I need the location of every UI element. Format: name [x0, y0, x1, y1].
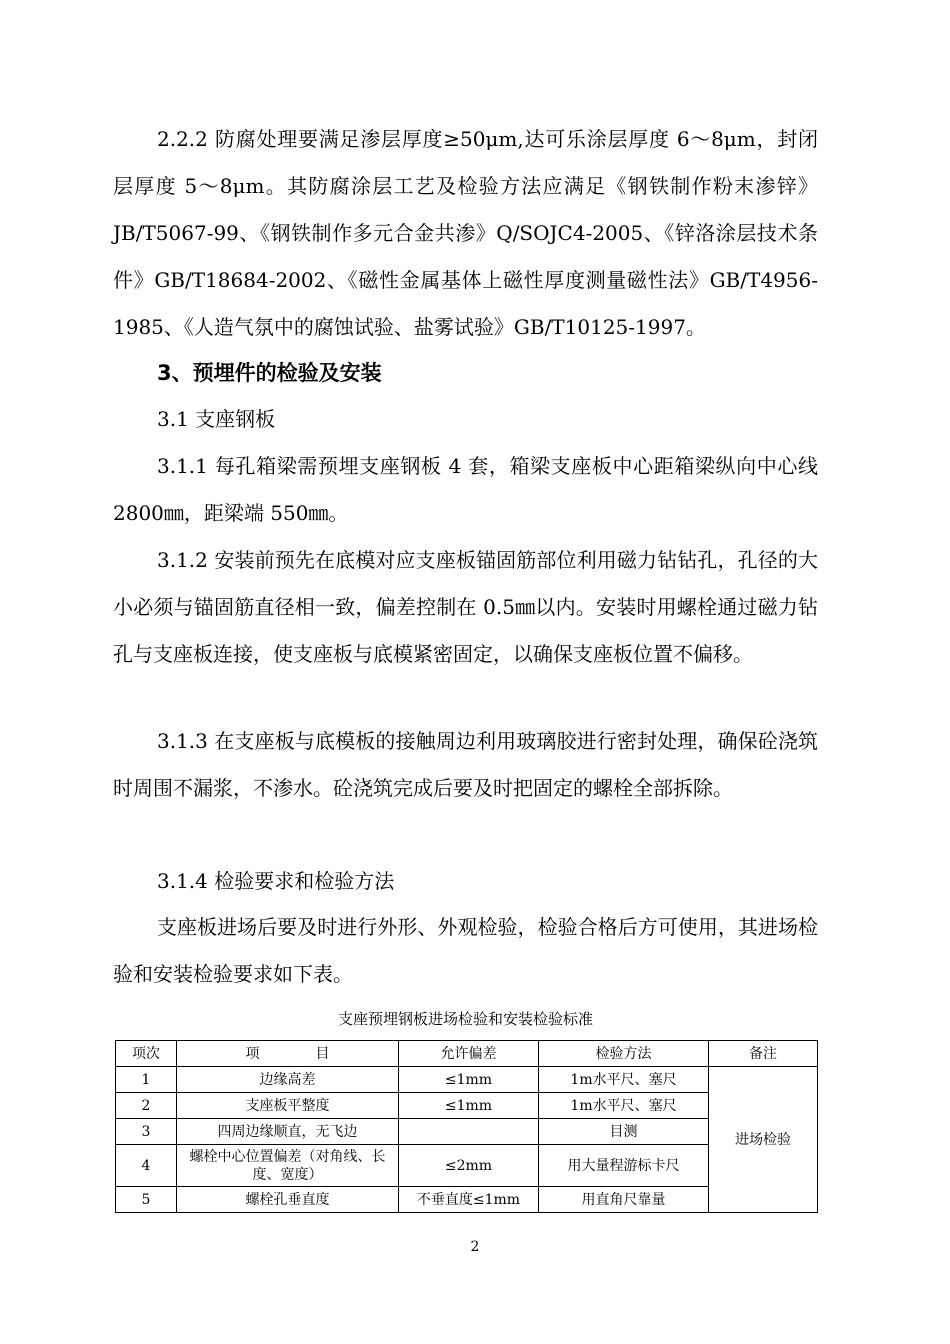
cell-item: 螺栓孔垂直度	[177, 1187, 399, 1213]
cell-tolerance: ≤2mm	[399, 1145, 539, 1187]
paragraph-intro-table: 支座板进场后要及时进行外形、外观检验，检验合格后方可使用，其进场检验和安装检验要求如下表。	[113, 915, 818, 986]
cell-item: 螺栓中心位置偏差（对角线、长度、宽度）	[177, 1145, 399, 1187]
cell-tolerance: ≤1mm	[399, 1067, 539, 1093]
cell-no: 3	[116, 1119, 177, 1145]
paragraph-3-1-1: 3.1.1 每孔箱梁需预埋支座钢板 4 套，箱梁支座板中心距箱梁纵向中心线 2800㎜，距梁端 550㎜。	[113, 454, 818, 525]
cell-no: 5	[116, 1187, 177, 1213]
cell-method: 1m水平尺、塞尺	[539, 1093, 709, 1119]
paragraph-3-1-4: 3.1.4 检验要求和检验方法	[157, 869, 395, 893]
cell-tolerance	[399, 1119, 539, 1145]
cell-method: 目测	[539, 1119, 709, 1145]
header-item: 项 目	[177, 1041, 399, 1067]
cell-tolerance: ≤1mm	[399, 1093, 539, 1119]
cell-tolerance: 不垂直度≤1mm	[399, 1187, 539, 1213]
paragraph-2-2-2: 2.2.2 防腐处理要满足渗层厚度≥50μm,达可乐涂层厚度 6～8μm，封闭层厚度 5～8μm。其防腐涂层工艺及检验方法应满足《钢铁制作粉末渗锌》JB/T5067-99、《钢铁制作多元合金共渗》Q/SOJC4-2005、《锌洛涂层技术条件》GB/T18684-2002、《磁性金属基体上磁性厚度测量磁性法》GB/T4956-1985、《人造气氛中的腐蚀试验、盐雾试验》GB/T10125-1997。	[113, 127, 818, 339]
paragraph-3-1-2: 3.1.2 安装前预先在底模对应支座板锚固筋部位利用磁力钻钻孔，孔径的大小必须与锚固筋直径相一致，偏差控制在 0.5㎜以内。安装时用螺栓通过磁力钻孔与支座板连接，使支座板与底模紧密固定，以确保支座板位置不偏移。	[113, 548, 818, 666]
header-method: 检验方法	[539, 1041, 709, 1067]
paragraph-3-1: 3.1 支座钢板	[157, 407, 276, 431]
cell-method: 1m水平尺、塞尺	[539, 1067, 709, 1093]
cell-method: 用大量程游标卡尺	[539, 1145, 709, 1187]
cell-no: 2	[116, 1093, 177, 1119]
table-header-row	[116, 1041, 818, 1067]
header-remark: 备注	[709, 1041, 818, 1067]
table-caption: 支座预埋钢板进场检验和安装检验标准	[337, 1010, 593, 1028]
cell-item: 边缘高差	[177, 1067, 399, 1093]
header-no: 项次	[116, 1041, 177, 1067]
cell-no: 4	[116, 1145, 177, 1187]
section-heading-3: 3、预埋件的检验及安装	[157, 361, 382, 385]
inspection-table	[115, 1040, 818, 1213]
paragraph-3-1-3: 3.1.3 在支座板与底模板的接触周边利用玻璃胶进行密封处理，确保砼浇筑时周围不漏浆，不渗水。砼浇筑完成后要及时把固定的螺栓全部拆除。	[113, 729, 818, 800]
page-number: 2	[470, 1239, 480, 1255]
cell-no: 1	[116, 1067, 177, 1093]
header-tolerance: 允许偏差	[399, 1041, 539, 1067]
cell-remark: 进场检验	[709, 1067, 818, 1213]
cell-method: 用直角尺靠量	[539, 1187, 709, 1213]
cell-item: 支座板平整度	[177, 1093, 399, 1119]
cell-item: 四周边缘顺直，无飞边	[177, 1119, 399, 1145]
table-row	[116, 1067, 818, 1093]
